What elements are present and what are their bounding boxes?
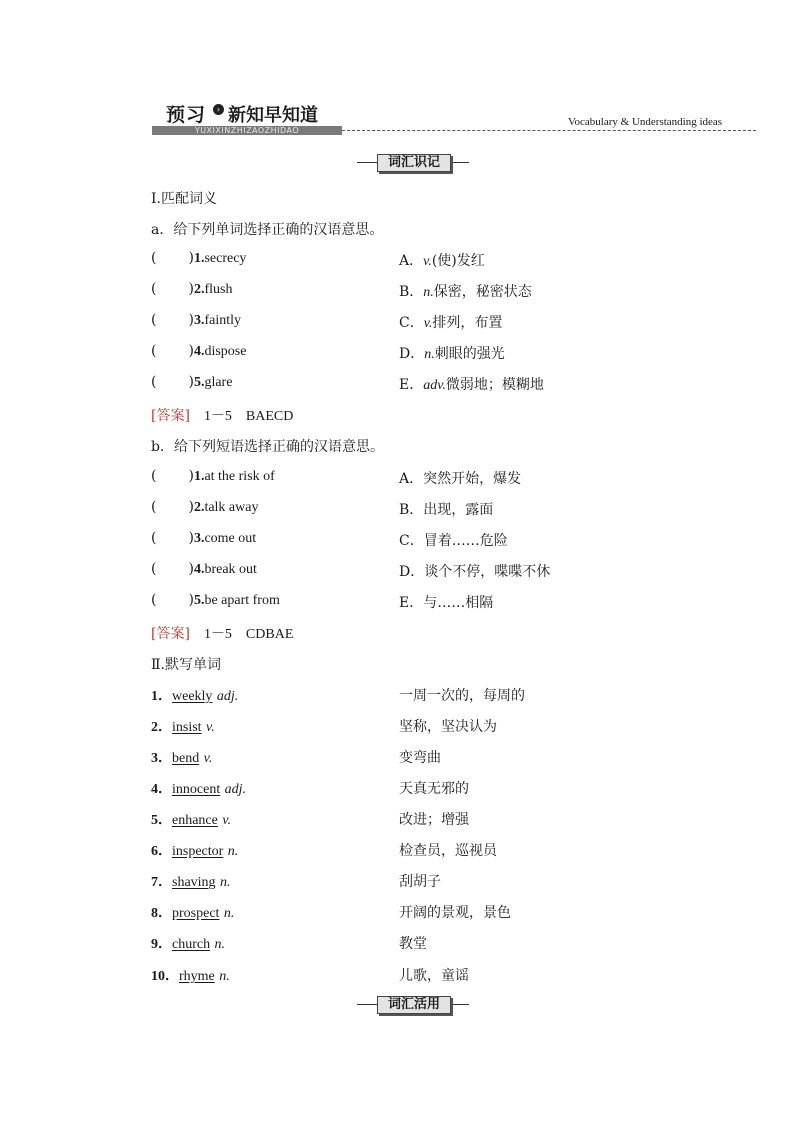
item-meaning: 变弯曲: [399, 750, 441, 766]
answer-blank-close: ): [188, 343, 194, 359]
item-number: 5．: [151, 813, 172, 828]
list-item: [151, 468, 275, 485]
list-item: [151, 902, 234, 922]
option-pos: n.: [423, 285, 434, 300]
part1-heading: Ⅰ.匹配词义: [151, 191, 217, 207]
answer-line: [151, 405, 293, 425]
option-meaning: 保密，秘密状态: [433, 284, 532, 300]
option-item: [399, 250, 485, 270]
option-letter: B．: [399, 284, 424, 300]
item-number: 1.: [193, 469, 205, 484]
item-number: 3.: [193, 531, 205, 546]
item-pos: n.: [227, 844, 239, 859]
header-pinyin-strip: YUXIXINZHIZAOZHIDAO: [152, 126, 342, 135]
item-number: 2．: [151, 720, 172, 735]
item-word: dispose: [204, 344, 247, 359]
option-meaning: 排列，布置: [432, 315, 503, 331]
item-meaning: 一周一次的，每周的: [399, 688, 525, 704]
item-number: 1.: [193, 251, 205, 266]
item-meaning: 刮胡子: [399, 874, 441, 890]
answer-blank-open[interactable]: (: [151, 281, 157, 297]
item-meaning: 改进；增强: [399, 812, 469, 828]
option-meaning: 突然开始，爆发: [423, 471, 522, 487]
section-banner-vocab-recognition: [357, 154, 469, 172]
item-word: glare: [204, 375, 233, 390]
item-number: 5.: [193, 593, 205, 608]
answer-blank-open[interactable]: (: [151, 499, 157, 515]
item-phrase: talk away: [204, 500, 259, 515]
item-number: 1．: [151, 689, 172, 704]
option-item: [399, 374, 544, 394]
list-item: [151, 499, 258, 516]
item-pos: n.: [219, 969, 230, 984]
answer-blank-close: ): [188, 592, 194, 608]
answer-blank-close: ): [188, 530, 194, 546]
item-pos: n.: [214, 937, 226, 952]
item-word: insist: [172, 720, 202, 735]
list-item: [151, 778, 246, 798]
option-letter: D．: [399, 346, 425, 362]
part2-heading: Ⅱ.默写单词: [151, 657, 221, 673]
option-item: [399, 499, 493, 519]
item-meaning: 儿歌，童谣: [399, 968, 469, 984]
answer-blank-open[interactable]: (: [151, 343, 157, 359]
option-item: [399, 530, 508, 550]
list-item: [151, 871, 231, 891]
header-divider: [342, 130, 756, 131]
list-item: [151, 374, 232, 391]
answer-blank-close: ): [188, 561, 194, 577]
list-item: [151, 716, 215, 736]
option-meaning: 冒着……危险: [423, 533, 508, 549]
item-number: 3．: [151, 751, 172, 766]
answer-text: 1－5 BAECD: [203, 409, 294, 424]
option-item: [399, 312, 502, 332]
item-number: 8．: [151, 906, 172, 921]
list-item: [151, 281, 232, 298]
item-pos: v.: [203, 751, 213, 766]
item-number: 5.: [193, 375, 205, 390]
option-meaning: 出现，露面: [423, 502, 494, 518]
item-number: 3.: [193, 313, 205, 328]
answer-blank-open[interactable]: (: [151, 468, 157, 484]
item-word: bend: [172, 751, 200, 766]
item-number: 4.: [193, 562, 205, 577]
option-letter: E．: [399, 377, 424, 393]
item-number: 10．: [151, 969, 179, 984]
item-pos: adj.: [224, 782, 247, 797]
item-word: flush: [204, 282, 233, 297]
option-letter: C．: [399, 533, 424, 549]
option-letter: B．: [399, 502, 424, 518]
item-number: 4.: [193, 344, 205, 359]
answer-blank-close: ): [188, 374, 194, 390]
item-number: 7．: [151, 875, 172, 890]
item-number: 2.: [193, 500, 205, 515]
option-meaning: 与……相隔: [423, 595, 494, 611]
item-number: 6．: [151, 844, 172, 859]
item-meaning: 天真无邪的: [399, 781, 469, 797]
answer-label: [答案]: [151, 626, 190, 642]
item-word: enhance: [172, 813, 218, 828]
item-word: faintly: [204, 313, 241, 328]
option-pos: n.: [424, 347, 435, 362]
item-word: secrecy: [204, 251, 247, 266]
part1-b-instruction: b．给下列短语选择正确的汉语意思。: [151, 439, 384, 455]
answer-blank-open[interactable]: (: [151, 374, 157, 390]
answer-blank-close: ): [188, 281, 194, 297]
option-letter: E．: [399, 595, 424, 611]
option-letter: A．: [399, 471, 424, 487]
option-letter: A．: [399, 253, 424, 269]
option-item: [399, 281, 532, 301]
item-pos: n.: [223, 906, 235, 921]
item-phrase: come out: [204, 531, 257, 546]
list-item: [151, 592, 280, 609]
answer-label: [答案]: [151, 408, 190, 424]
answer-text: 1－5 CDBAE: [203, 627, 294, 642]
item-pos: v.: [222, 813, 231, 828]
item-word: prospect: [172, 906, 220, 921]
option-item: [399, 343, 505, 363]
item-phrase: break out: [204, 562, 257, 577]
item-pos: v.: [206, 720, 215, 735]
option-meaning: 刺眼的强光: [434, 346, 505, 362]
list-item: [151, 840, 238, 860]
answer-blank-open[interactable]: (: [151, 312, 157, 328]
answer-blank-close: ): [188, 468, 194, 484]
section-banner-vocab-use: [357, 996, 469, 1014]
item-phrase: at the risk of: [204, 469, 275, 484]
item-word: church: [172, 937, 211, 952]
option-letter: D．: [399, 564, 425, 580]
banner-label: 词汇活用: [377, 996, 451, 1014]
answer-blank-close: ): [188, 312, 194, 328]
item-word: inspector: [172, 844, 224, 859]
option-letter: C．: [399, 315, 424, 331]
option-item: [399, 468, 521, 488]
part1-a-instruction: a．给下列单词选择正确的汉语意思。: [151, 222, 384, 238]
list-item: [151, 250, 246, 267]
item-meaning: 检查员，巡视员: [399, 843, 497, 859]
item-word: rhyme: [179, 969, 215, 984]
answer-blank-close: ): [188, 499, 194, 515]
list-item: [151, 561, 257, 578]
item-number: 4．: [151, 782, 172, 797]
list-item: [151, 685, 238, 705]
list-item: [151, 809, 231, 829]
answer-blank-open[interactable]: (: [151, 561, 157, 577]
header-title: 预习: [166, 104, 207, 126]
answer-blank-open[interactable]: (: [151, 530, 157, 546]
option-meaning: (使)发红: [431, 253, 485, 269]
item-word: shaving: [172, 875, 216, 890]
answer-blank-close: ): [188, 250, 194, 266]
item-number: 2.: [193, 282, 205, 297]
option-pos: v.: [423, 254, 432, 269]
item-word: innocent: [172, 782, 221, 797]
item-pos: n.: [220, 875, 231, 890]
item-pos: adj.: [216, 689, 239, 704]
list-item: [151, 343, 246, 360]
item-meaning: 开阔的景观，景色: [399, 905, 511, 921]
item-phrase: be apart from: [204, 593, 280, 608]
option-meaning: 谈个不停，喋喋不休: [424, 564, 551, 580]
list-item: [151, 933, 225, 953]
header-subtitle: 新知早知道: [228, 105, 318, 126]
chevron-right-icon: ›: [213, 104, 224, 115]
option-item: [399, 592, 493, 612]
item-meaning: 教堂: [399, 936, 427, 952]
header-section-title: Vocabulary & Understanding ideas: [568, 116, 723, 128]
option-meaning: 微弱地；模糊地: [445, 377, 544, 393]
list-item: [151, 965, 230, 985]
option-item: [399, 561, 550, 581]
option-pos: v.: [423, 316, 433, 331]
item-meaning: 坚称，坚决认为: [399, 719, 497, 735]
answer-blank-open[interactable]: (: [151, 250, 157, 266]
list-item: [151, 530, 256, 547]
item-word: weekly: [172, 689, 213, 704]
list-item: [151, 747, 212, 767]
answer-line: [151, 623, 293, 643]
item-number: 9．: [151, 937, 172, 952]
banner-label: 词汇识记: [377, 154, 451, 172]
answer-blank-open[interactable]: (: [151, 592, 157, 608]
option-pos: adv.: [423, 378, 446, 393]
list-item: [151, 312, 241, 329]
